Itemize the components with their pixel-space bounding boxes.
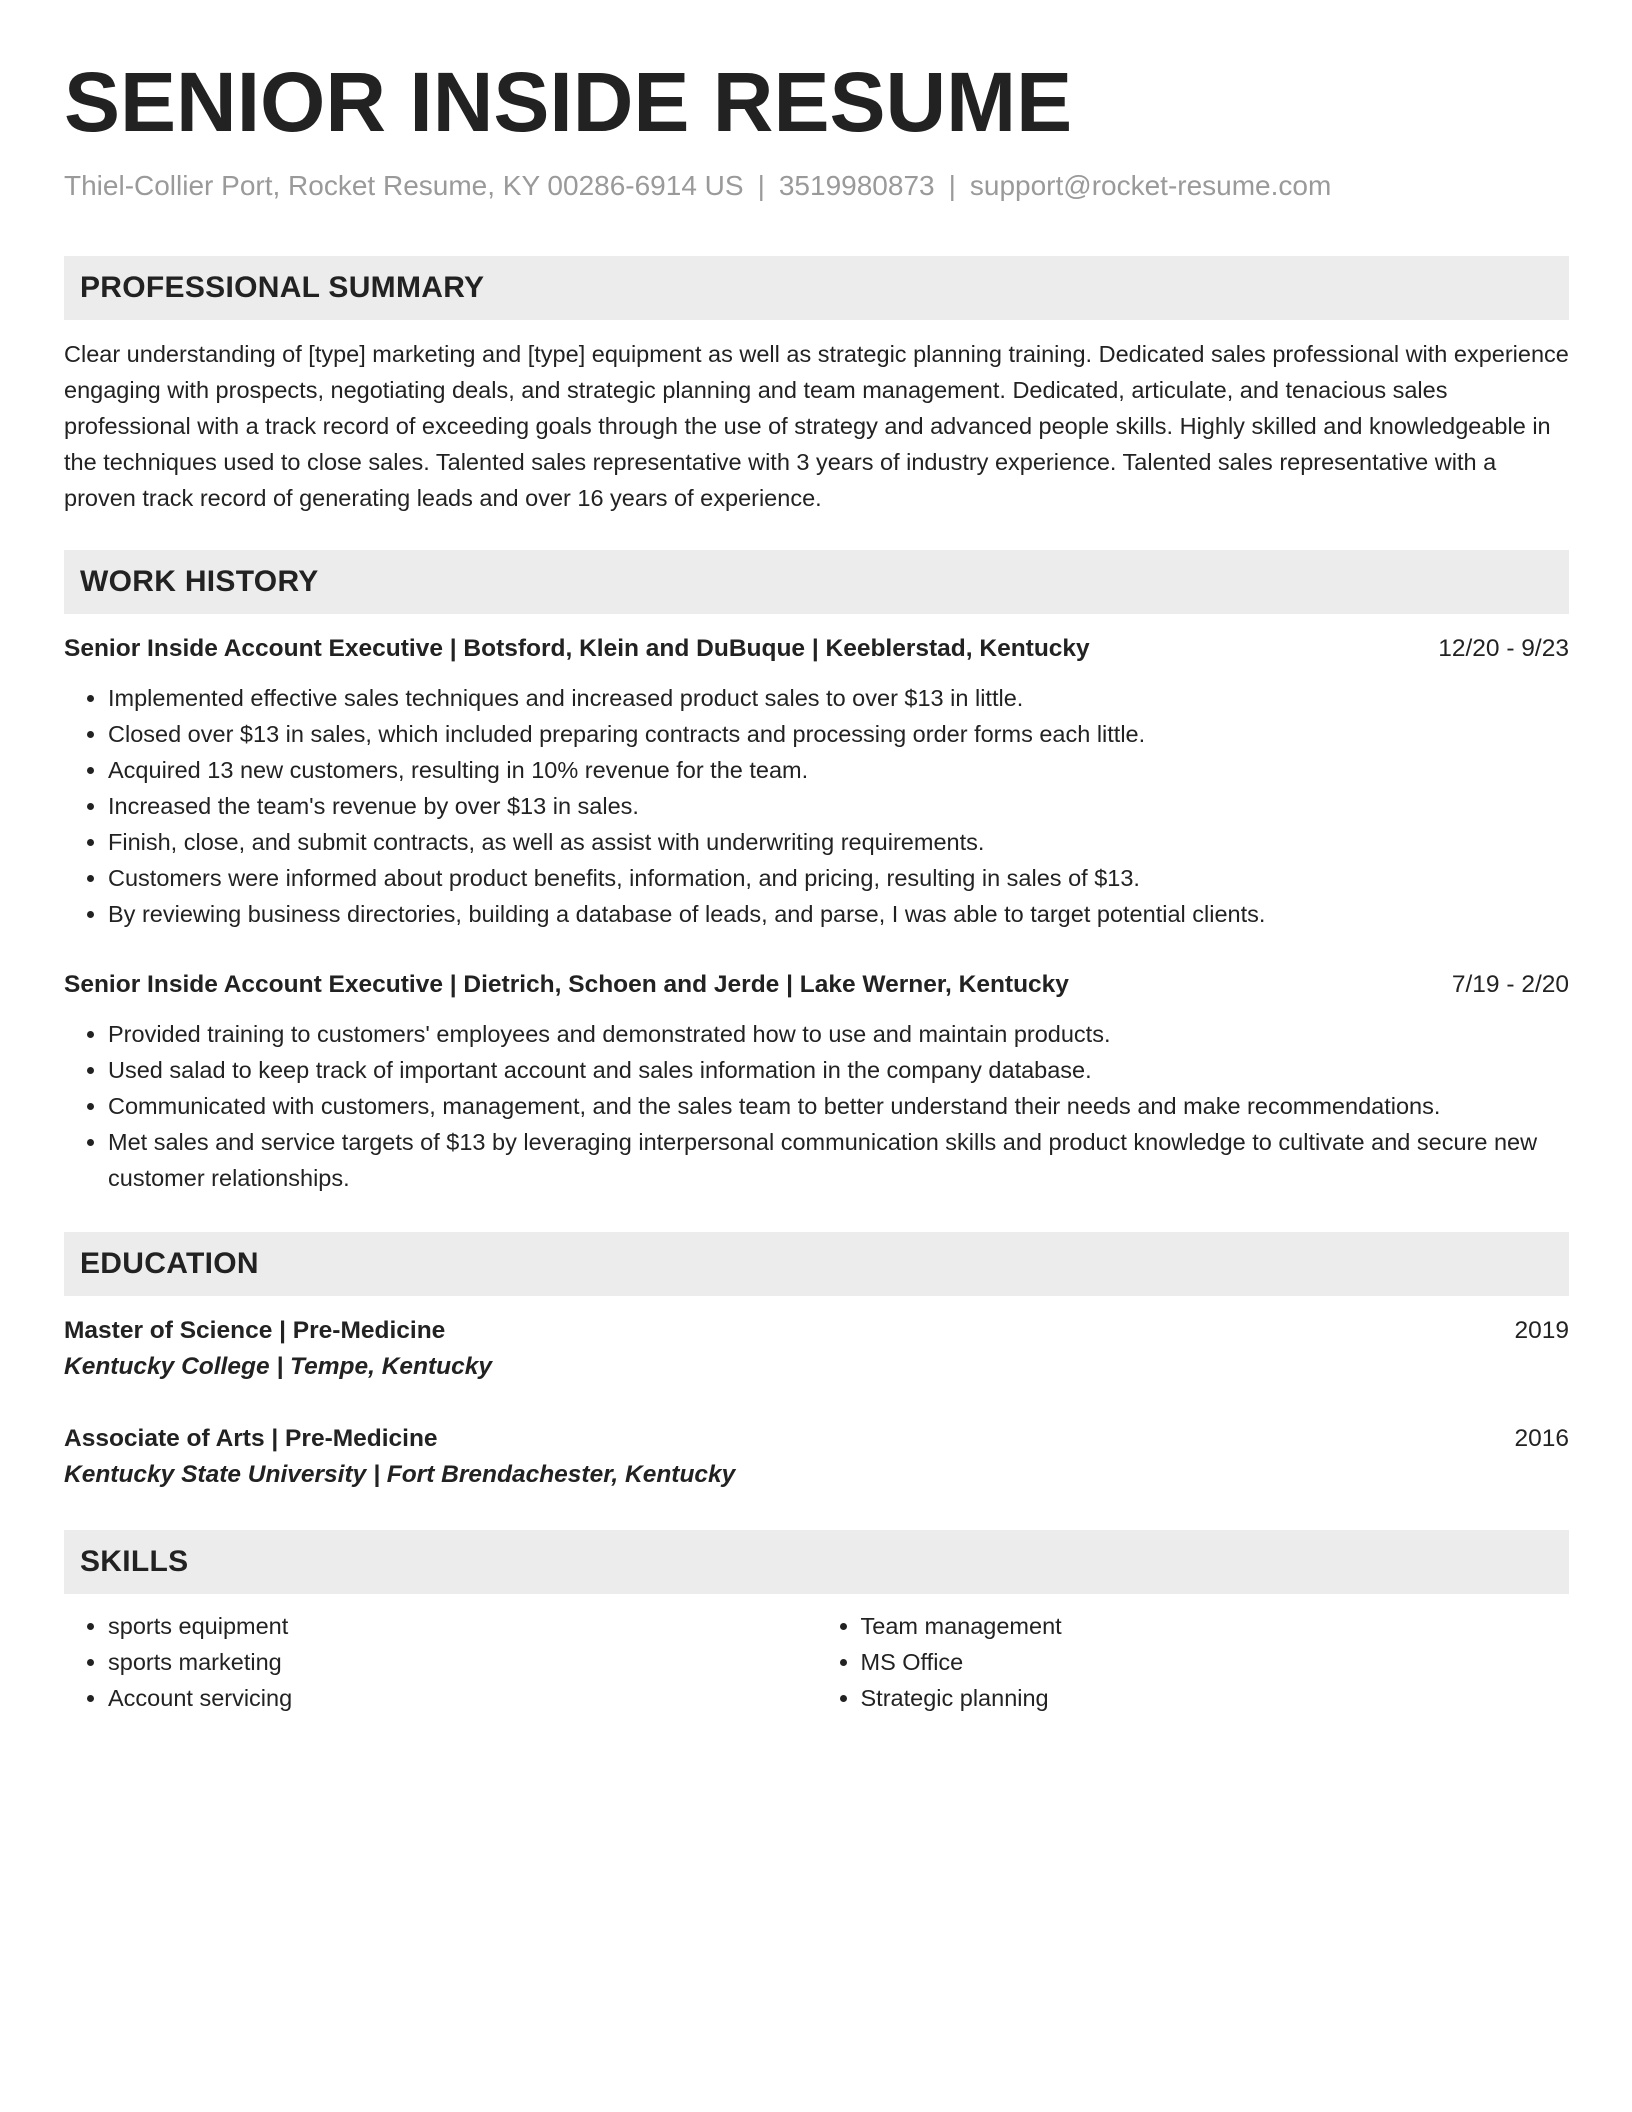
skill-item: • Account servicing [108,1680,817,1716]
job-bullet: • Finish, close, and submit contracts, as well as assist with underwriting requirements. [108,824,1569,860]
education-heading: EDUCATION [64,1232,1569,1296]
contact-line [64,168,1569,204]
education-school: Kentucky State University | Fort Brendachester, Kentucky [64,1461,736,1488]
skill-item: • sports marketing [108,1644,817,1680]
job-title: Senior Inside Account Executive | Dietrich, Schoen and Jerde | Lake Werner, Kentucky [64,971,1069,998]
skill-item: • sports equipment [108,1608,817,1644]
skill-item: • Strategic planning [861,1680,1570,1716]
education-degree: Master of Science | Pre-Medicine [64,1317,446,1344]
job-bullets [64,1016,1569,1196]
education-header [64,1314,1569,1348]
job-bullet: • Implemented effective sales techniques and increased product sales to over $13 in little. [108,680,1569,716]
job-bullet: • Closed over $13 in sales, which included preparing contracts and processing order forms each little. [108,716,1569,752]
job-bullet: • Communicated with customers, management, and the sales team to better understand their needs and make recommendations. [108,1088,1569,1124]
contact-email: support@rocket-resume.com [969,170,1332,201]
contact-phone: 3519980873 [778,170,935,201]
job-bullet: • Customers were informed about product benefits, information, and pricing, resulting in sales of $13. [108,860,1569,896]
job-dates: 7/19 - 2/20 [1451,971,1569,998]
job-dates: 12/20 - 9/23 [1438,635,1569,662]
contact-address: Thiel-Collier Port, Rocket Resume, KY 00286-6914 US [64,170,744,201]
contact-separator: | [757,170,765,201]
skills-column-right [817,1608,1570,1716]
job-header [64,968,1569,1002]
job-entry [64,968,1569,1196]
contact-separator: | [948,170,956,201]
job-bullet: • Provided training to customers' employees and demonstrated how to use and maintain products. [108,1016,1569,1052]
work-history-heading: WORK HISTORY [64,550,1569,614]
education-entry [64,1422,1569,1494]
skills-list [64,1608,1569,1716]
job-bullet: • Used salad to keep track of important account and sales information in the company database. [108,1052,1569,1088]
job-bullet: • Acquired 13 new customers, resulting in 10% revenue for the team. [108,752,1569,788]
education-degree: Associate of Arts | Pre-Medicine [64,1425,438,1452]
education-entry [64,1314,1569,1386]
education-school: Kentucky College | Tempe, Kentucky [64,1353,493,1380]
job-title: Senior Inside Account Executive | Botsford, Klein and DuBuque | Keeblerstad, Kentucky [64,635,1090,662]
skill-item: • Team management [861,1608,1570,1644]
skill-item: • MS Office [861,1644,1570,1680]
job-bullets [64,680,1569,932]
skills-column-left [64,1608,817,1716]
job-entry [64,632,1569,932]
education-year: 2016 [1514,1425,1569,1452]
skills-heading: SKILLS [64,1530,1569,1594]
job-bullet: • Met sales and service targets of $13 by leveraging interpersonal communication skills and product knowledge to cultivate and secure new customer relationships. [108,1124,1569,1196]
resume-name: SENIOR INSIDE RESUME [64,55,1073,149]
summary-text: Clear understanding of [type] marketing and [type] equipment as well as strategic planning training. Dedicated sales professional with experience engaging with prospects, negotiating deals, and strategic planning and team management. Dedicated, articulate, and tenacious sales professional with a track record of exceeding goals through the use of strategy and advanced people skills. Highly skilled and knowledgeable in the techniques used to close sales. Talented sales representative with 3 years of industry experience. Talented sales representative with a proven track record of generating leads and over 16 years of experience. [64,341,1569,511]
education-header [64,1422,1569,1456]
job-bullet: • By reviewing business directories, building a database of leads, and parse, I was able to target potential clients. [108,896,1569,932]
education-year: 2019 [1514,1317,1569,1344]
summary-heading: PROFESSIONAL SUMMARY [64,256,1569,320]
job-bullet: • Increased the team's revenue by over $13 in sales. [108,788,1569,824]
job-header [64,632,1569,666]
